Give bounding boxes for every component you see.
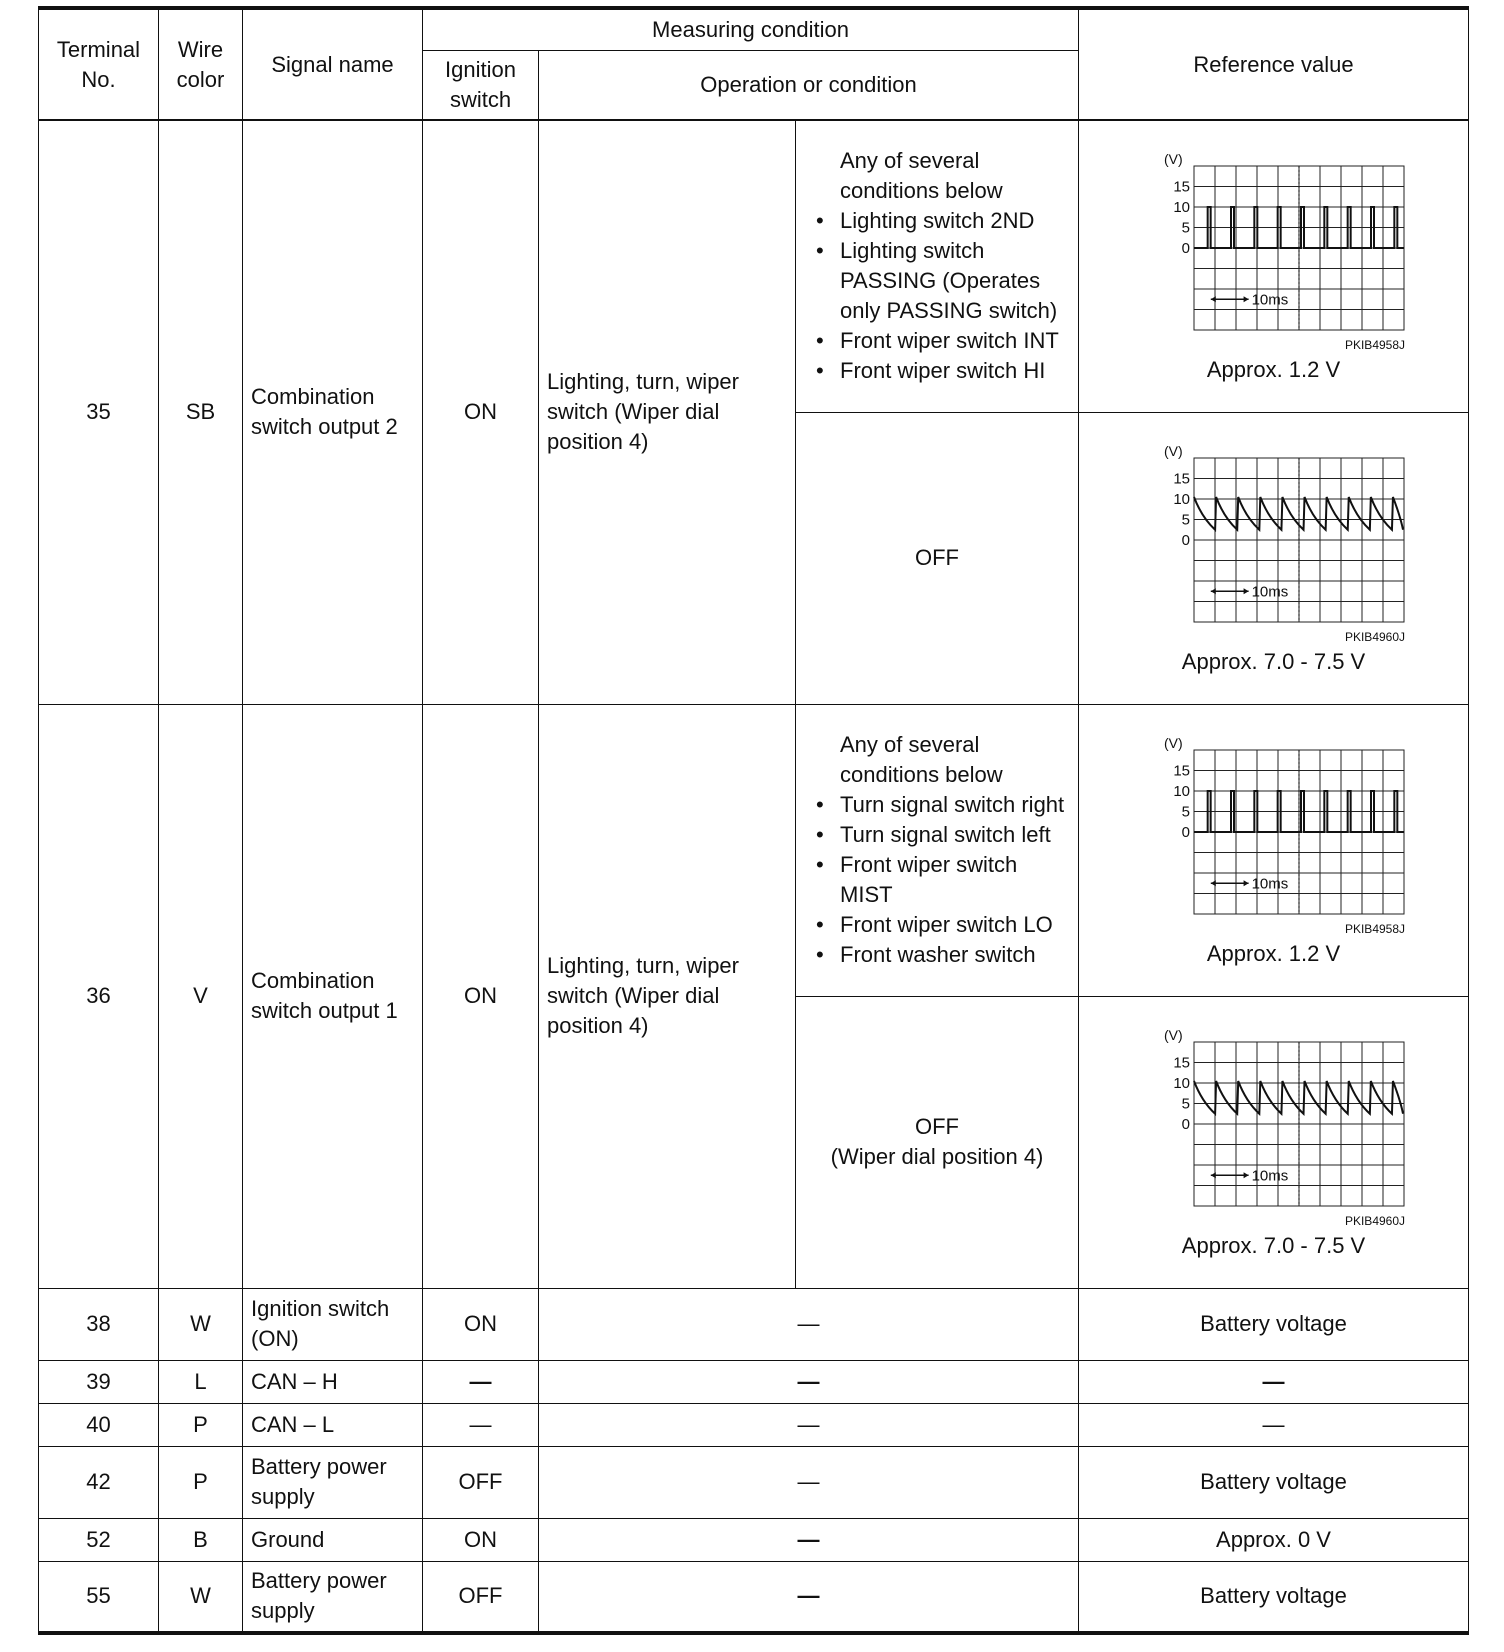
signal-name: Ground: [243, 1518, 423, 1561]
condition-list: [804, 206, 1070, 386]
waveform-svg: [1134, 1024, 1414, 1214]
list-item: • Lighting switch PASSING (Operates only PASSING switch): [816, 236, 1070, 326]
condition-off-detail: (Wiper dial position 4): [830, 1144, 1044, 1169]
signal-name: CAN – L: [243, 1403, 423, 1446]
list-item: • Front wiper switch HI: [816, 356, 1070, 386]
wire-color: W: [159, 1288, 243, 1360]
wire-color: V: [159, 704, 243, 1288]
operation-description: —: [539, 1403, 1079, 1446]
wire-color: SB: [159, 120, 243, 704]
y-tick-label: 10: [1172, 491, 1190, 508]
ignition-state: ON: [423, 1518, 539, 1561]
y-tick-label: 0: [1181, 240, 1190, 258]
header-operation-or-condition: Operation or condition: [539, 50, 1079, 120]
figure-code: PKIB4958J: [1344, 922, 1406, 936]
arrow-left-icon: [1210, 588, 1215, 594]
pulse-waveform-chart: [1087, 148, 1460, 338]
signal-name: Battery power supply: [243, 1446, 423, 1518]
axis-unit-label: (V): [1163, 1027, 1183, 1043]
sawtooth-waveform-chart: [1087, 1024, 1460, 1214]
waveform-svg: [1134, 732, 1414, 922]
axis-unit-label: (V): [1163, 735, 1183, 751]
sawtooth-waveform-chart: [1087, 440, 1460, 630]
list-item: • Lighting switch 2ND: [816, 206, 1070, 236]
reference-value: Approx. 7.0 - 7.5 V: [1181, 649, 1366, 674]
condition-off: OFF: [796, 412, 1079, 704]
y-tick-label: 15: [1172, 470, 1190, 488]
time-scale-label: 10ms: [1251, 875, 1288, 893]
ignition-state: OFF: [423, 1561, 539, 1633]
y-tick-label: 5: [1181, 219, 1190, 237]
y-tick-label: 0: [1181, 824, 1190, 841]
condition-intro: Any of several conditions below: [840, 148, 1003, 204]
header-signal-name: Signal name: [243, 8, 423, 120]
terminal-number: 39: [39, 1360, 159, 1403]
reference-value: —: [1079, 1360, 1469, 1403]
header-terminal-no: Terminal No.: [39, 8, 159, 120]
table-row: [39, 704, 1469, 996]
reference-value: Battery voltage: [1079, 1446, 1469, 1518]
list-item: • Front washer switch: [816, 940, 1070, 970]
axis-unit-label: (V): [1163, 151, 1183, 168]
table-row: [39, 1288, 1469, 1360]
reference-value: Approx. 1.2 V: [1206, 941, 1341, 966]
operation-description: —: [539, 1360, 1079, 1403]
ignition-state: ON: [423, 120, 539, 704]
terminal-number: 36: [39, 704, 159, 1288]
reference-value: Battery voltage: [1079, 1288, 1469, 1360]
waveform-svg: [1134, 148, 1414, 338]
arrow-right-icon: [1243, 880, 1248, 886]
wire-color: L: [159, 1360, 243, 1403]
header-measuring-condition: Measuring condition: [423, 8, 1079, 50]
y-tick-label: 10: [1172, 1075, 1190, 1092]
ignition-state: OFF: [423, 1446, 539, 1518]
y-tick-label: 10: [1172, 783, 1190, 800]
arrow-left-icon: [1210, 1172, 1215, 1178]
operation-description: —: [539, 1561, 1079, 1633]
wire-color: W: [159, 1561, 243, 1633]
y-tick-label: 10: [1172, 199, 1190, 217]
operation-description: —: [539, 1446, 1079, 1518]
operation-description: Lighting, turn, wiper switch (Wiper dial position 4): [539, 704, 796, 1288]
list-item: • Turn signal switch left: [816, 820, 1070, 850]
time-scale-label: 10ms: [1251, 1167, 1288, 1185]
pulse-waveform-chart: [1087, 732, 1460, 922]
y-tick-label: 15: [1172, 178, 1190, 196]
table-row: [39, 1561, 1469, 1633]
y-tick-label: 5: [1181, 511, 1190, 529]
terminal-number: 42: [39, 1446, 159, 1518]
operation-description: —: [539, 1288, 1079, 1360]
terminal-number: 35: [39, 120, 159, 704]
operation-description: —: [539, 1518, 1079, 1561]
terminal-number: 52: [39, 1518, 159, 1561]
y-tick-label: 15: [1172, 762, 1190, 780]
reference-waveform-cell: [1079, 120, 1469, 412]
list-item: • Turn signal switch right: [816, 790, 1070, 820]
table-row: [39, 1518, 1469, 1561]
list-item: • Front wiper switch MIST: [816, 850, 1070, 910]
condition-list-cell: [796, 120, 1079, 412]
wire-color: B: [159, 1518, 243, 1561]
list-item: • Front wiper switch INT: [816, 326, 1070, 356]
time-scale-label: 10ms: [1251, 583, 1288, 601]
arrow-right-icon: [1243, 297, 1248, 303]
condition-off-cell: [796, 996, 1079, 1288]
table-row: [39, 120, 1469, 412]
signal-name: Battery power supply: [243, 1561, 423, 1633]
arrow-right-icon: [1243, 1172, 1248, 1178]
signal-name: Combination switch output 2: [243, 120, 423, 704]
terminal-number: 55: [39, 1561, 159, 1633]
signal-name: CAN – H: [243, 1360, 423, 1403]
header-ignition-switch: Ignition switch: [423, 50, 539, 120]
condition-intro: Any of several conditions below: [840, 732, 1003, 787]
arrow-right-icon: [1243, 588, 1248, 594]
time-scale-label: 10ms: [1251, 291, 1288, 309]
reference-waveform-cell: [1079, 704, 1469, 996]
y-tick-label: 0: [1181, 532, 1190, 549]
condition-list: [804, 790, 1070, 970]
ignition-state: ON: [423, 704, 539, 1288]
ignition-state: —: [423, 1403, 539, 1446]
y-tick-label: 5: [1181, 1095, 1190, 1113]
table-row: [39, 1446, 1469, 1518]
reference-waveform-cell: [1079, 996, 1469, 1288]
wire-color: P: [159, 1446, 243, 1518]
ignition-state: —: [423, 1360, 539, 1403]
reference-value: Approx. 1.2 V: [1206, 357, 1341, 383]
ignition-state: ON: [423, 1288, 539, 1360]
y-tick-label: 15: [1172, 1054, 1190, 1072]
reference-value: Approx. 7.0 - 7.5 V: [1181, 1233, 1366, 1258]
reference-value: Approx. 0 V: [1079, 1518, 1469, 1561]
reference-value: Battery voltage: [1079, 1561, 1469, 1633]
wire-color: P: [159, 1403, 243, 1446]
operation-description: Lighting, turn, wiper switch (Wiper dial position 4): [539, 120, 796, 704]
y-tick-label: 5: [1181, 803, 1190, 821]
terminal-number: 38: [39, 1288, 159, 1360]
axis-unit-label: (V): [1163, 443, 1183, 459]
header-reference-value: Reference value: [1079, 8, 1469, 120]
reference-waveform-cell: [1079, 412, 1469, 704]
figure-code: PKIB4960J: [1344, 630, 1406, 644]
table-row: [39, 1403, 1469, 1446]
y-tick-label: 0: [1181, 1116, 1190, 1133]
arrow-left-icon: [1210, 297, 1215, 303]
arrow-left-icon: [1210, 880, 1215, 886]
terminal-reference-table: [38, 6, 1469, 1635]
condition-list-cell: [796, 704, 1079, 996]
list-item: • Front wiper switch LO: [816, 910, 1070, 940]
signal-name: Combination switch output 1: [243, 704, 423, 1288]
reference-value: —: [1079, 1403, 1469, 1446]
terminal-number: 40: [39, 1403, 159, 1446]
figure-code: PKIB4958J: [1344, 338, 1406, 353]
condition-off: OFF: [915, 1114, 959, 1139]
table-row: [39, 1360, 1469, 1403]
signal-name: Ignition switch (ON): [243, 1288, 423, 1360]
header-wire-color: Wire color: [159, 8, 243, 120]
waveform-svg: [1134, 440, 1414, 630]
figure-code: PKIB4960J: [1344, 1214, 1406, 1228]
